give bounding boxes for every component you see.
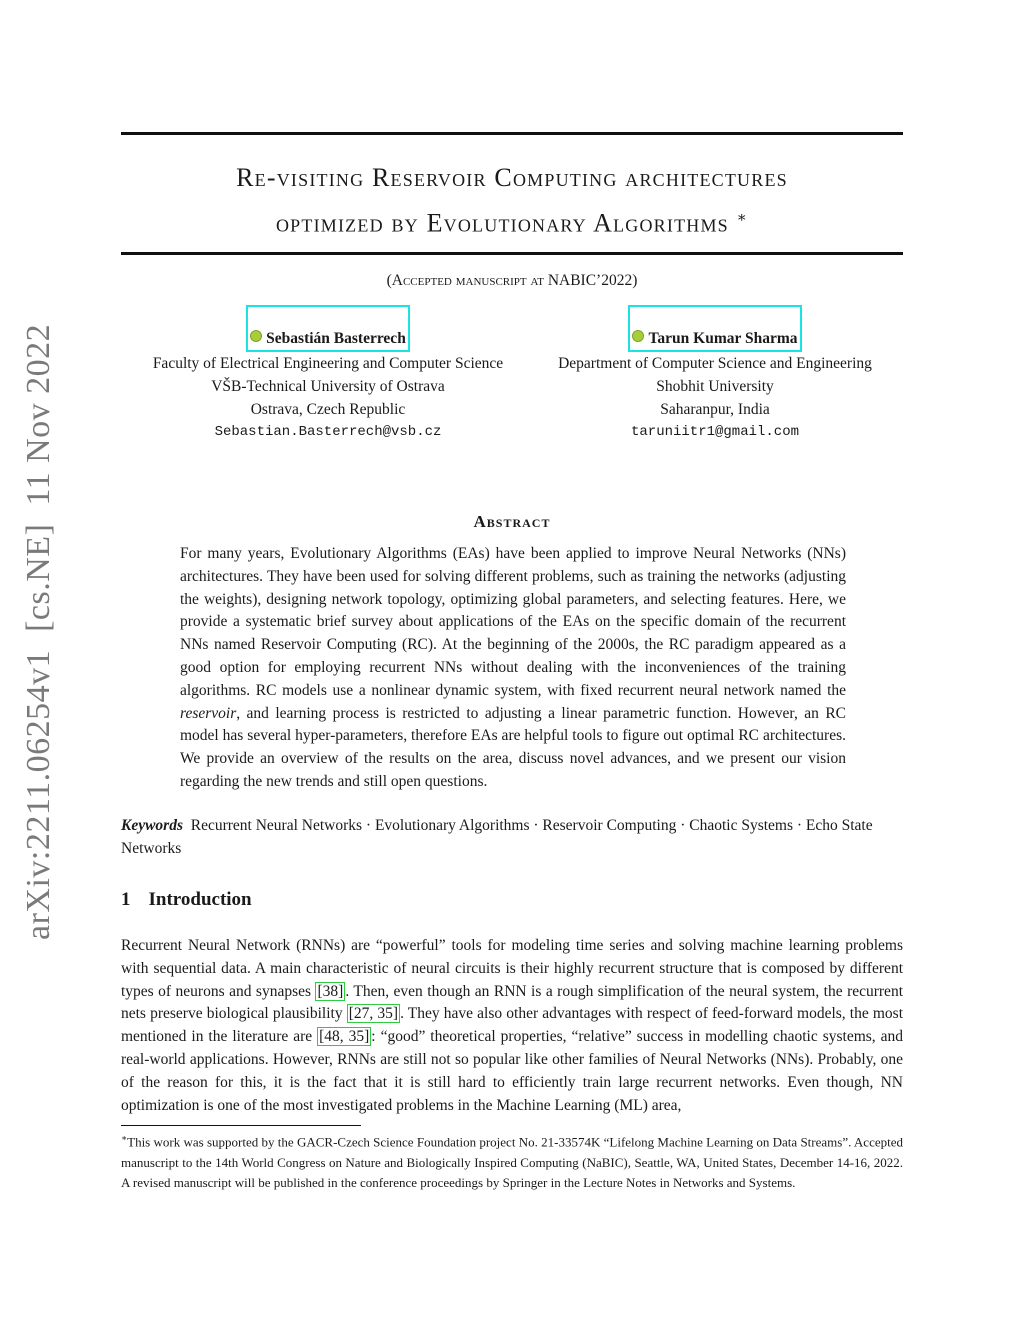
keywords-text: Recurrent Neural Networks · Evolutionary Algorithms · Reservoir Computing · Chaotic Systems · Echo State Networks xyxy=(121,817,873,857)
paper-title-line-2 xyxy=(121,200,903,242)
footnote-text: This work was supported by the GACR-Czech Science Foundation project No. 21-33574K “Lifelong Machine Learning on Data Streams”. Accepted manuscript to the 14th World Congress on Nature and Biologically Inspired Computing (NaBIC), Seattle, WA, United States, December 14-16, 2022. A revised manuscript will be published in the conference proceedings by Springer in the Lecture Notes in Networks and Systems. xyxy=(121,1134,903,1191)
title-footnote-mark: ∗ xyxy=(736,210,749,226)
intro-text-4: : “good” theoretical properties, “relative” success in modelling chaotic systems, and real-world applications. However, RNNs are still not so popular like other families of Neural Networks (NNs). Probably, one of the reason for this, it is the fact that it is still hard to efficiently train large recurrent networks. Even though, NN optimization is one of the most investigated problems in the Machine Learning (ML) area, xyxy=(121,1028,904,1114)
citation-link[interactable]: [38] xyxy=(317,982,344,1000)
footnote-rule xyxy=(121,1125,361,1126)
author-1-name-link[interactable] xyxy=(246,305,410,352)
author-2-location: Saharanpur, India xyxy=(660,401,770,418)
footnote-mark: ∗ xyxy=(121,1133,128,1143)
citation-link[interactable]: [27, 35] xyxy=(348,1005,399,1023)
abstract-heading: Abstract xyxy=(473,512,551,531)
author-1-university: VŠB-Technical University of Ostrava xyxy=(211,378,445,395)
keywords xyxy=(121,815,903,861)
citation-link[interactable]: [48, 35] xyxy=(319,1028,370,1046)
abstract-italic-term: reservoir xyxy=(180,704,237,722)
paper-title-line-2-text: optimized by Evolutionary Algorithms xyxy=(275,208,729,238)
author-2-email[interactable]: taruniitr1@gmail.com xyxy=(630,424,800,440)
author-1-location: Ostrava, Czech Republic xyxy=(250,401,406,418)
abstract-text xyxy=(180,543,846,794)
title-bottom-rule xyxy=(121,252,903,255)
arxiv-sidebar-id: arXiv:2211.06254v1 [cs.NE] 11 Nov 2022 xyxy=(20,323,57,940)
author-1-name: Sebastián Basterrech xyxy=(266,330,406,347)
author-2-name: Tarun Kumar Sharma xyxy=(648,330,798,347)
intro-text-1: Recurrent Neural Network (RNNs) are “powerful” tools for modeling time series and solving machine learning problems with sequential data. A main characteristic of neural circuits is their highly recurrent structure that is composed by different types of neurons and synapses xyxy=(121,937,903,1000)
abstract-part-1: For many years, Evolutionary Algorithms (EAs) have been applied to improve Neural Networks (NNs) architectures. They have been used for solving different problems, such as training the networks (adjusting the weights), designing network topology, optimizing global parameters, and selecting features. Here, we provide a systematic brief survey about applications of the EAs on the specific domain of the recurrent NNs named Reservoir Computing (RC). At the beginning of the 2000s, the RC paradigm appeared as a good option for employing recurrent NNs without dealing with the inconveniences of the training algorithms. RC models use a nonlinear dynamic system, with fixed recurrent neural network named the xyxy=(180,545,846,699)
author-1-dept: Faculty of Electrical Engineering and Computer Science xyxy=(152,355,504,372)
author-1-email[interactable]: Sebastian.Basterrech@vsb.cz xyxy=(214,424,442,440)
orcid-icon[interactable] xyxy=(632,330,644,342)
section-heading xyxy=(121,889,270,911)
title-top-rule xyxy=(121,132,903,135)
intro-text-2: . Then, even though an RNN is a rough simplification of the neural system, the recurrent nets preserve biological plausibility xyxy=(121,982,903,1023)
author-block-2 xyxy=(505,327,925,444)
author-2-university: Shobhit University xyxy=(656,378,774,395)
keywords-label: Keywords xyxy=(121,817,183,834)
author-block-1 xyxy=(118,327,538,444)
intro-text-3: . They have also other advantages with respect of feed-forward models, the most mentioned in the literature are xyxy=(121,1005,904,1046)
author-2-name-link[interactable] xyxy=(628,305,801,352)
section-number: 1 xyxy=(121,889,131,910)
orcid-icon[interactable] xyxy=(250,330,262,342)
section-title: Introduction xyxy=(148,889,252,910)
paper-title-line-1: Re-visiting Reservoir Computing architectures xyxy=(236,163,788,192)
footnote xyxy=(121,1128,903,1194)
author-2-dept: Department of Computer Science and Engineering xyxy=(558,355,872,372)
intro-paragraph xyxy=(121,935,903,1117)
paper-subtitle: (Accepted manuscript at NABIC’2022) xyxy=(386,272,638,289)
abstract-part-2: , and learning process is restricted to adjusting a linear parametric function. However, an RC model has several hyper-parameters, therefore EAs are helpful tools to figure out optimal RC architectures. We provide an overview of the results on the area, discuss novel advances, and we present our vision regarding the new trends and still open questions. xyxy=(180,704,846,790)
